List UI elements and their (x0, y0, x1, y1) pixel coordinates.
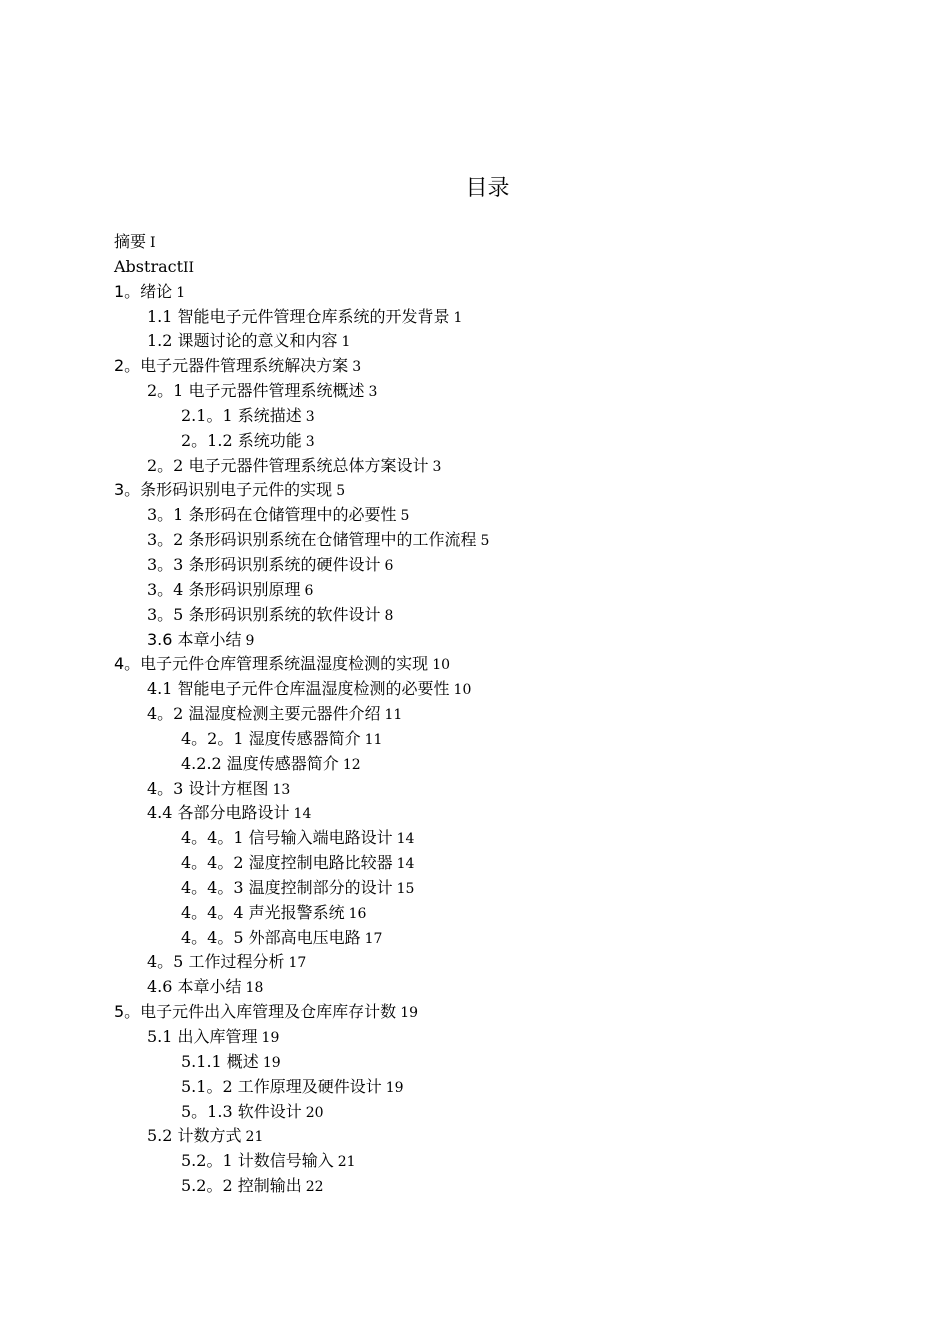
toc-entry-text: 4。2。1 湿度传感器简介 (181, 728, 361, 748)
toc-entry[interactable] (114, 752, 874, 777)
toc-entry[interactable] (114, 454, 874, 479)
toc-entry-page-number: 3 (432, 458, 442, 475)
toc-entry-page-number: 5 (400, 508, 410, 525)
toc-entry-text: 5。电子元件出入库管理及仓库库存计数 (114, 1002, 397, 1022)
toc-entry-text: 4.4 各部分电路设计 (147, 803, 290, 823)
toc-entry-page-number: 12 (342, 756, 361, 773)
toc-entry-page-number: II (183, 259, 195, 276)
toc-entry[interactable] (114, 727, 874, 752)
toc-entry[interactable] (114, 926, 874, 951)
toc-entry[interactable] (114, 702, 874, 727)
toc-entry[interactable] (114, 230, 874, 255)
toc-entry[interactable] (114, 379, 874, 404)
toc-entry-text: 4.6 本章小结 (147, 977, 242, 997)
toc-entry[interactable] (114, 280, 874, 305)
toc-entry[interactable] (114, 553, 874, 578)
toc-entry-text: 5.1。2 工作原理及硬件设计 (181, 1076, 382, 1096)
toc-entry-text: 2。2 电子元器件管理系统总体方案设计 (147, 455, 429, 475)
toc-entry-text: 5.1 出入库管理 (147, 1027, 258, 1046)
toc-entry-text: 3。1 条形码在仓储管理中的必要性 (147, 505, 397, 525)
toc-entry[interactable] (114, 429, 874, 454)
toc-entry-text: 5。1.3 软件设计 (181, 1101, 302, 1121)
toc-entry[interactable] (114, 603, 874, 628)
toc-entry-page-number: 16 (348, 905, 367, 922)
toc-entry[interactable] (114, 1100, 874, 1125)
toc-entry[interactable] (114, 255, 874, 280)
toc-entry-text: 3.6 本章小结 (147, 629, 242, 649)
toc-entry-text: 3。4 条形码识别原理 (147, 579, 301, 599)
toc-entry-page-number: 5 (336, 483, 346, 500)
toc-entry[interactable] (114, 628, 874, 653)
toc-entry[interactable] (114, 329, 874, 354)
toc-entry-page-number: 3 (305, 433, 315, 450)
toc-entry[interactable] (114, 354, 874, 379)
toc-entry[interactable] (114, 1149, 874, 1174)
toc-entry-page-number: 14 (293, 806, 312, 823)
toc-entry[interactable] (114, 826, 874, 851)
toc-entry-text: 4。4。1 信号输入端电路设计 (181, 828, 393, 848)
toc-entry-page-number: 9 (245, 632, 255, 649)
toc-entry[interactable] (114, 1174, 874, 1199)
toc-entry-text: Abstract (114, 256, 184, 276)
toc-entry[interactable] (114, 677, 874, 702)
toc-entry-page-number: 17 (364, 930, 383, 947)
toc-entry[interactable] (114, 578, 874, 603)
toc-entry-page-number: 17 (288, 955, 307, 972)
toc-entry[interactable] (114, 1124, 874, 1149)
toc-entry[interactable] (114, 652, 874, 677)
toc-entry-page-number: 19 (261, 1030, 280, 1046)
toc-entry[interactable] (114, 503, 874, 528)
toc-entry-text: 1。绪论 (114, 281, 173, 301)
toc-entry-page-number: 8 (384, 607, 394, 624)
toc-entry[interactable] (114, 801, 874, 826)
toc-entry-text: 5.2。2 控制输出 (181, 1176, 302, 1196)
toc-entry-page-number: 22 (305, 1179, 324, 1196)
toc-entry-text: 4。4。2 湿度控制电路比较器 (181, 853, 393, 873)
toc-entry-text: 2。1.2 系统功能 (181, 430, 302, 450)
toc-title: 目录 (465, 176, 510, 201)
toc-entry-page-number: 21 (337, 1154, 356, 1171)
toc-entry-page-number: 10 (432, 657, 451, 674)
toc-entry-page-number: 15 (396, 880, 415, 897)
toc-entry-page-number: 11 (384, 707, 403, 724)
toc-entry-page-number: 21 (245, 1129, 264, 1146)
toc-entry-page-number: 6 (384, 557, 394, 574)
toc-list (114, 230, 874, 1199)
toc-entry-text: 4。4。5 外部高电压电路 (181, 927, 361, 947)
toc-entry[interactable] (114, 975, 874, 1000)
toc-entry-page-number: 6 (304, 582, 314, 599)
toc-entry-page-number: 20 (305, 1104, 324, 1121)
toc-entry[interactable] (114, 1000, 874, 1025)
toc-entry-page-number: 3 (305, 408, 315, 425)
toc-entry-page-number: 13 (272, 781, 291, 798)
toc-entry-text: 4.2.2 温度传感器简介 (181, 753, 339, 773)
toc-entry-page-number: 3 (368, 384, 378, 401)
toc-entry-text: 4。5 工作过程分析 (147, 952, 285, 972)
toc-entry-page-number: 14 (396, 831, 415, 848)
toc-entry[interactable] (114, 1075, 874, 1100)
toc-entry[interactable] (114, 478, 874, 503)
toc-entry-text: 摘要 (114, 232, 147, 251)
toc-entry-text: 2。电子元器件管理系统解决方案 (114, 356, 349, 376)
toc-entry-page-number: 19 (385, 1079, 404, 1096)
toc-entry-text: 3。条形码识别电子元件的实现 (114, 480, 333, 500)
toc-entry[interactable] (114, 404, 874, 429)
toc-entry-text: 5.2。1 计数信号输入 (181, 1151, 334, 1171)
toc-entry-text: 1.1 智能电子元件管理仓库系统的开发背景 (147, 306, 450, 326)
toc-entry[interactable] (114, 528, 874, 553)
toc-entry[interactable] (114, 305, 874, 330)
toc-entry-page-number: 1 (453, 309, 463, 326)
toc-entry-page-number: 1 (341, 334, 351, 351)
toc-entry[interactable] (114, 851, 874, 876)
toc-entry[interactable] (114, 876, 874, 901)
toc-entry-text: 3。2 条形码识别系统在仓储管理中的工作流程 (147, 530, 477, 550)
toc-entry-page-number: 3 (352, 359, 362, 376)
toc-entry-page-number: 1 (176, 284, 186, 301)
toc-entry[interactable] (114, 1025, 874, 1050)
toc-entry[interactable] (114, 1050, 874, 1075)
toc-entry-text: 3。3 条形码识别系统的硬件设计 (147, 554, 381, 574)
toc-entry-page-number: 5 (480, 533, 490, 550)
toc-entry-text: 4。3 设计方框图 (147, 778, 269, 798)
toc-entry-text: 4.1 智能电子元件仓库温湿度检测的必要性 (147, 679, 450, 699)
toc-entry-text: 5.1.1 概述 (181, 1051, 259, 1071)
toc-entry-text: 2.1。1 系统描述 (181, 405, 302, 425)
toc-entry[interactable] (114, 950, 874, 975)
toc-entry-text: 4。4。3 温度控制部分的设计 (181, 877, 393, 897)
toc-entry-text: 2。1 电子元器件管理系统概述 (147, 381, 365, 401)
toc-entry-text: 1.2 课题讨论的意义和内容 (147, 331, 338, 351)
toc-entry[interactable] (114, 777, 874, 802)
toc-entry[interactable] (114, 901, 874, 926)
toc-entry-page-number: 19 (400, 1005, 419, 1022)
toc-entry-text: 4。电子元件仓库管理系统温湿度检测的实现 (114, 654, 429, 674)
toc-entry-text: 5.2 计数方式 (147, 1126, 242, 1146)
toc-entry-text: 4。4。4 声光报警系统 (181, 902, 345, 922)
toc-entry-page-number: I (150, 235, 156, 251)
toc-entry-page-number: 11 (364, 731, 383, 748)
toc-entry-text: 4。2 温湿度检测主要元器件介绍 (147, 704, 381, 724)
toc-entry-page-number: 14 (396, 856, 415, 873)
toc-entry-page-number: 19 (262, 1054, 281, 1071)
toc-entry-page-number: 18 (245, 980, 264, 997)
toc-entry-page-number: 10 (453, 682, 472, 699)
toc-entry-text: 3。5 条形码识别系统的软件设计 (147, 604, 381, 624)
